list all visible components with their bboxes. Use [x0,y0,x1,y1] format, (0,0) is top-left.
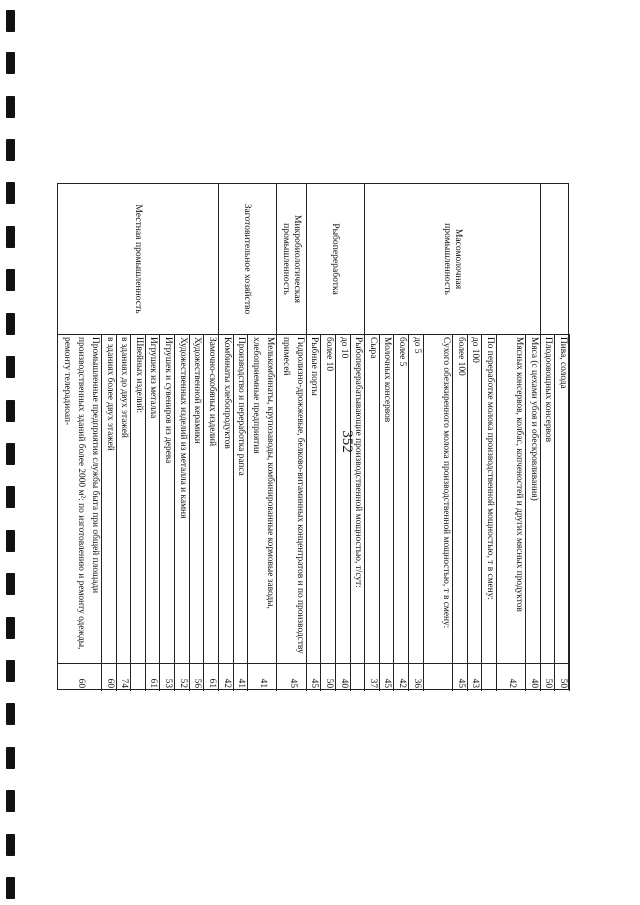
table-row [424,334,453,663]
table-row [468,334,483,663]
row-value-text: 41 [236,678,247,688]
row-value-text: 42 [507,678,518,688]
row-name: Комбинаты хлебопродуктов [221,337,232,449]
row-value [117,663,132,691]
row-value-text: 40 [338,678,349,688]
table-row [497,334,526,663]
row-value-text: 50 [323,678,334,688]
table-row [219,334,234,663]
table-row [190,334,205,663]
row-value [453,663,468,691]
row-value-text: 45 [455,678,466,688]
row-value-text [131,664,146,692]
row-value-text: 60 [75,678,86,688]
category-label: Заготовительное хозяйство [242,203,254,315]
row-value [541,663,556,691]
row-value [58,663,102,691]
row-value-text: 45 [382,678,393,688]
row-value-text: 41 [258,678,269,688]
row-value [394,663,409,691]
row-value-text: 45 [287,678,298,688]
row-value-text: 50 [543,678,554,688]
row-value [219,663,234,691]
row-name: более 100 [455,337,466,376]
table-row [526,334,541,663]
row-value-text: 56 [192,678,203,688]
row-name: Игрушек из металла [148,337,159,419]
row-value-text: 52 [177,678,188,688]
row-value [277,663,306,691]
row-name: Сухого обезжиренного молока производственной мощностью, т в смену: [440,337,451,629]
row-name: Художественной керамики [192,337,203,444]
table-row [131,334,146,663]
row-value [351,663,366,691]
row-name: до 10 [338,337,349,359]
row-value [380,663,395,691]
row-name: Мяса (с цехами убоя и обескровливания) [528,337,539,501]
table-row [365,334,380,663]
row-name: Сыра [367,337,378,359]
row-value [468,663,483,691]
row-value-text: 43 [470,678,481,688]
table-row [394,334,409,663]
row-name: Замочно-скобяных изделий [206,337,217,447]
table-row [380,334,395,663]
category-label: Масомолочная промышленность [441,223,464,295]
row-name: Пива, солода [557,337,568,389]
row-value-text [351,664,366,692]
table-row [277,334,306,663]
row-value-text: 74 [119,678,130,688]
category-label: Микробиологическая промышленность [281,214,304,304]
table-row [204,334,219,663]
row-value [146,663,161,691]
row-value [526,663,541,691]
row-value-text: 53 [163,678,174,688]
row-value-text: 40 [528,678,539,688]
row-value-text: 60 [104,678,115,688]
norms-table [57,183,569,690]
row-value [234,663,249,691]
row-value-text: 61 [148,678,159,688]
row-name: Мясных консервов, колбас, копченостей и других мясных продуктов [514,337,525,612]
category-cell [307,184,366,334]
row-name: Рыбные порты [309,337,320,396]
row-name: Производство и переработка рапса [236,337,247,476]
binding-holes [6,0,18,905]
row-value [497,663,526,691]
row-name: в зданиях до двух этажей [119,337,130,438]
row-value-text: 42 [397,678,408,688]
row-name: Швейных изделий: [133,337,144,414]
category-cell [277,184,306,334]
row-value [131,663,146,691]
row-value [190,663,205,691]
row-value [409,663,424,691]
row-value [555,663,570,691]
row-name: до 5 [411,337,422,354]
table-row [453,334,468,663]
row-name: Молочных консервов [382,337,393,423]
row-name: до 100 [470,337,481,363]
row-value [321,663,336,691]
row-name: Гидролизно-дрожжевые, белково-витаминных концентратов и по производству примесей [280,337,305,654]
row-name: более 5 [397,337,408,367]
row-value-text [482,664,497,692]
table-row [336,334,351,663]
table-row [58,334,102,663]
row-name: более 10 [323,337,334,372]
row-name: Игрушек и сувениров из дерева [163,337,174,464]
row-name: в зданиях более двух этажей [104,337,115,451]
row-value-text: 37 [367,678,378,688]
row-name: По переработке молока производственной мощностью, т в смену: [484,337,495,600]
category-cell [219,184,278,334]
row-value [424,663,453,691]
row-value-text: 50 [557,678,568,688]
row-name: Мелькомбинаты, крупозаводы, комбинированные кормовые заводы, хлебоприемные предприятия [251,337,276,609]
table-row [117,334,132,663]
row-value-text: 61 [206,678,217,688]
category-label: Рыбопереработка [330,223,342,295]
table-row [541,334,556,663]
table-row [102,334,117,663]
row-value [365,663,380,691]
row-value-text: 45 [309,678,320,688]
category-label: Местная промышленность [132,204,144,314]
row-value [307,663,322,691]
table-row [307,334,322,663]
row-name: Промышленные предприятия службы быта при общей площади производственных зданий более 2000 м²: по изготовлению и ремонту одежды, ремонту телерадиоап- [61,337,100,650]
row-value-text [424,664,453,692]
table-row [175,334,190,663]
row-value [204,663,219,691]
row-value-text: 42 [221,678,232,688]
row-value [175,663,190,691]
row-value [160,663,175,691]
table-row [321,334,336,663]
row-name: Рыбоперерабатывающие производственной мощностью, т/сут: [353,337,364,588]
table-row [160,334,175,663]
row-value-text: 36 [411,678,422,688]
table-row [351,334,366,663]
table-row [482,334,497,663]
category-cell [58,184,219,334]
row-name: Художественных изделий из металла и камня [177,337,188,519]
page-number: 352 [338,430,355,453]
row-value [336,663,351,691]
table-row [555,334,570,663]
row-name: Плодоовощных консервов [543,337,554,443]
table-row [248,334,277,663]
table-row [146,334,161,663]
table-row [409,334,424,663]
row-value [248,663,277,691]
row-value [102,663,117,691]
table-row [234,334,249,663]
row-value [482,663,497,691]
category-cell [365,184,541,334]
